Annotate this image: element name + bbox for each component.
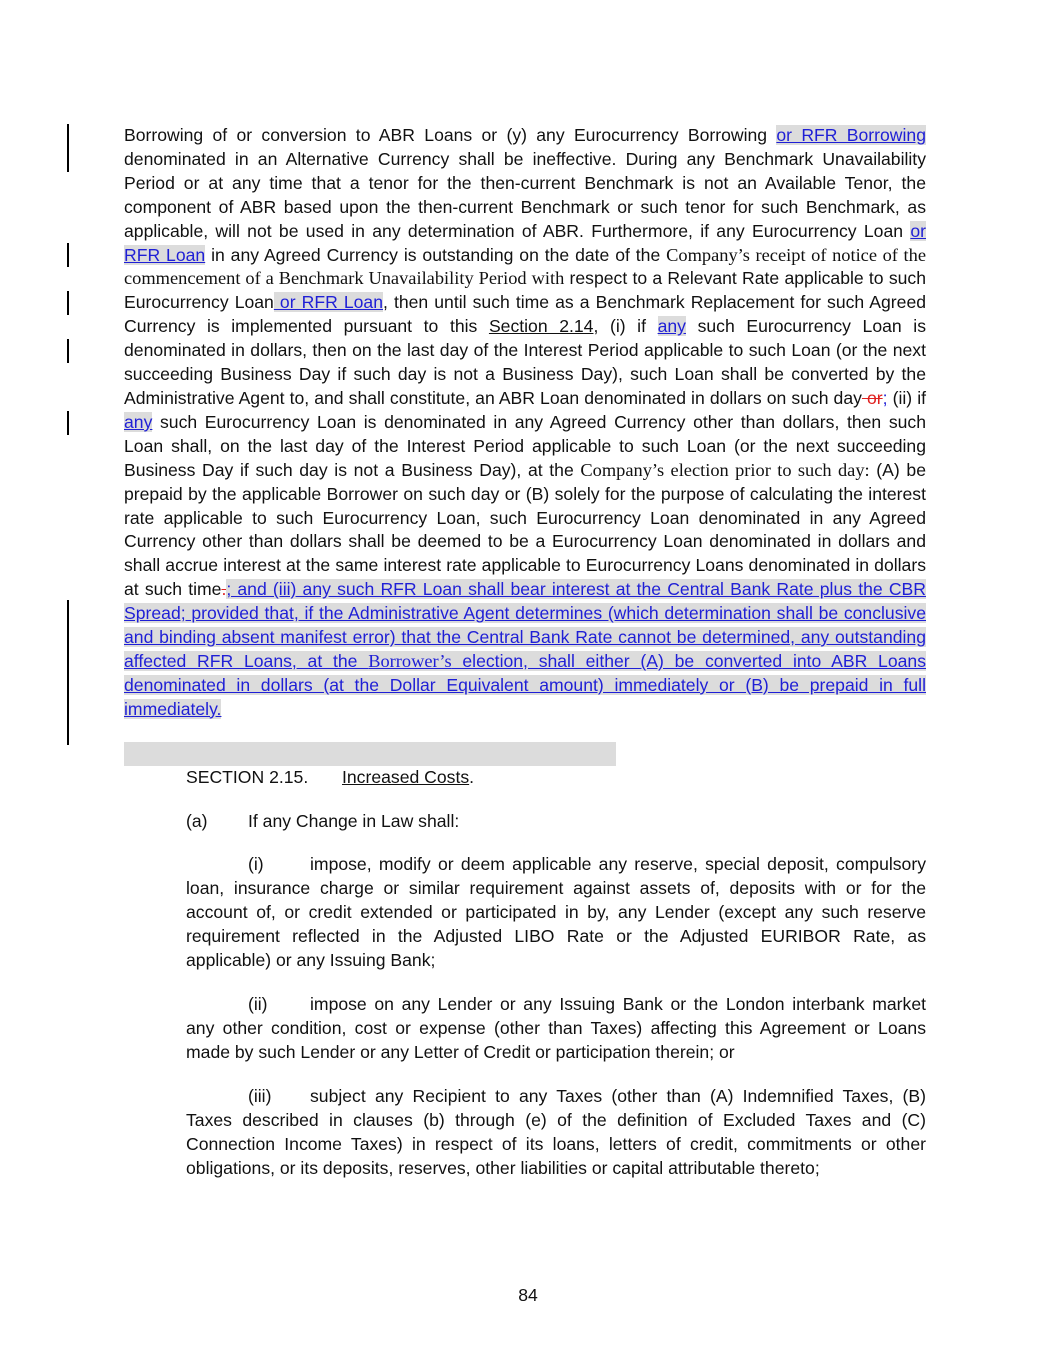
text-run: (A) be prepaid by the applicable Borrower on such day or (B) solely for the purpose of calculating the interest rate applicable to such Eurocurrency Loan, such Eurocurrency Loan denominated in any Agreed Currency other than dollars shall be deemed to be a Eurocurrency Loan denominated in dollars and shall accrue interest at the same interest rate applicable to Eurocurrency Loans denominated in dollars at such time	[124, 459, 926, 600]
text-run: such Eurocurrency Loan is denominated in dollars, then on the last day of the Interest Period applicable to such Loan (or the next succeeding Business Day if such day is not a Business Day), such Loan shall be converted by the Administrative Agent to, and shall constitute, an ABR Loan denominated in dollars on such day	[124, 316, 927, 408]
deleted-text: .	[221, 579, 227, 600]
inserted-text: Borrower’s	[368, 650, 452, 671]
insertion-highlight	[124, 742, 616, 766]
change-bar	[67, 124, 69, 172]
section-number: SECTION 2.15.	[186, 767, 309, 787]
clause-iii	[186, 1085, 926, 1181]
change-bar	[67, 339, 69, 363]
text-run: Company’s election prior to such day:	[580, 459, 870, 480]
inserted-text: or RFR Loan	[124, 220, 926, 265]
section-reference: Section 2.14	[488, 316, 594, 337]
inserted-text: or RFR Loan	[273, 292, 383, 313]
change-bar	[67, 291, 69, 315]
section-title-punctuation: .	[469, 767, 475, 787]
clause-label: (i)	[248, 854, 264, 874]
text-run: (ii) if	[887, 387, 927, 408]
main-paragraph	[124, 124, 926, 722]
clause-label: (ii)	[248, 994, 268, 1014]
text-run: such Eurocurrency Loan is denominated in any Agreed Currency other than dollars, then such Loan shall, on the last day of the Interest Period applicable to such Loan (or the next succeeding Business Day if such day is not a Business Day), at the	[124, 411, 926, 480]
clause-text: impose on any Lender or any Issuing Bank or the London interbank market any other condition, cost or expense (other than Taxes) affecting this Agreement or Loans made by such Lender or any Letter of Credit or participation therein; or	[186, 994, 926, 1062]
inserted-text: ;	[882, 387, 888, 408]
text-run: respect to a Relevant Rate applicable to such Eurocurrency Loan	[124, 268, 926, 313]
change-bar	[67, 243, 69, 267]
inserted-text: any	[657, 316, 686, 337]
subsection-a	[186, 809, 459, 833]
page-number: 84	[518, 1285, 538, 1305]
deleted-text: or	[861, 387, 883, 408]
clause-i	[186, 853, 926, 973]
inserted-text: any	[124, 411, 153, 432]
text-run: , then until such time as a Benchmark Replacement for such Agreed Currency is implemented pursuant to this	[124, 292, 927, 337]
clause-ii	[186, 993, 926, 1065]
inserted-text: or RFR Borrowing	[776, 125, 926, 145]
text-run: , (i) if	[593, 316, 658, 337]
section-title: Increased Costs	[342, 767, 470, 787]
clause-text: subject any Recipient to any Taxes (other than (A) Indemnified Taxes, (B) Taxes described in clauses (b) through (e) of the definition of Excluded Taxes and (C) Connection Income Taxes) in respect of its loans, letters of credit, commitments or other obligations, or its deposits, reserves, other liabilities or capital attributable thereto;	[186, 1086, 926, 1178]
change-bar	[67, 411, 69, 435]
text-run: Borrowing of or conversion to ABR Loans or (y) any Eurocurrency Borrowing	[124, 125, 777, 145]
text-run: Company’s receipt of notice of the commencement of a Benchmark Unavailability Period with	[124, 244, 926, 289]
clause-label: (iii)	[248, 1086, 272, 1106]
inserted-text: election, shall either (A) be converted into ABR Loans denominated in dollars (at the Dollar Equivalent amount) immediately or (B) be prepaid in full immediately.	[124, 650, 926, 719]
subsection-text: If any Change in Law shall:	[248, 811, 460, 831]
text-run: in any Agreed Currency is outstanding on the date of the	[205, 244, 667, 265]
clause-text: impose, modify or deem applicable any reserve, special deposit, compulsory loan, insurance charge or similar requirement against assets of, deposits with or for the account of, or credit extended or participated in by, any Lender (except any such reserve requirement reflected in the Adjusted LIBO Rate or the Adjusted EURIBOR Rate, as applicable) or any Issuing Bank;	[186, 854, 926, 970]
subsection-label: (a)	[186, 811, 208, 831]
inserted-text: ; and (iii) any such RFR Loan shall bear interest at the Central Bank Rate plus the CBR Spread; provided that, if the Administrative Agent determines (which determination shall be conclusive and binding absent manifest error) that the Central Bank Rate cannot be determined, any outstanding affected RFR Loans, at the	[124, 579, 926, 671]
text-run: denominated in an Alternative Currency shall be ineffective. During any Benchmark Unavailability Period or at any time that a tenor for the then-current Benchmark is not an Available Tenor, the component of ABR based upon the then-current Benchmark or such tenor for such Benchmark, as applicable, will not be used in any determination of ABR. Furthermore, if any Eurocurrency Loan	[124, 148, 926, 241]
change-bar	[67, 600, 69, 745]
section-heading	[186, 765, 474, 789]
